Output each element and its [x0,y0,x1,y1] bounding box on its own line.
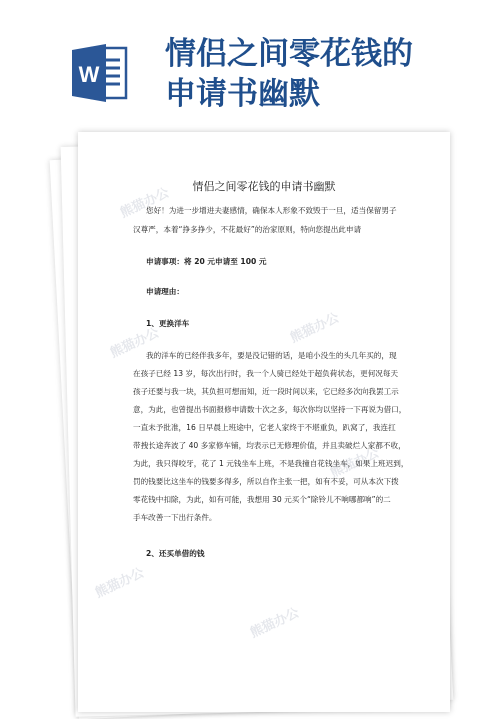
body-line: 为此，我只得咬牙，花了 1 元钱坐车上班，不是我撞自花钱坐车，如果上班迟到， [133,459,409,468]
watermark: 熊猫办公 [118,185,172,222]
section-heading: 2、还买单借的钱 [146,549,205,558]
body-line: 零花钱中扣除，为此，如有可能，我想用 30 元买个“除铃儿不响哪都响”的二 [133,495,391,504]
section-heading: 1、更换洋车 [146,319,190,328]
page-title-line-1: 情侣之间零花钱的 [165,36,413,72]
document-content [78,132,450,712]
document-title: 情侣之间零花钱的申请书幽默 [192,180,336,193]
document-page [78,132,450,712]
word-icon [70,42,128,104]
body-line: 带拽长途奔波了 40 多家修车铺，均表示已无修理价值，并且卖破烂人家都不收， [133,441,406,450]
body-line: 手车改善一下出行条件。 [133,513,217,522]
watermark: 熊猫办公 [93,565,147,602]
intro-line: 您好！为进一步增进夫妻感情，确保本人形象不致毁于一旦，适当保留男子 [146,206,397,215]
reason-heading: 申请理由： [146,287,184,296]
svg-text:W: W [78,62,100,87]
watermark: 熊猫办公 [248,605,302,642]
intro-line: 汉尊严，本着“挣多挣少，不花最好”的治家原则，特向您提出此申请 [133,225,362,234]
page-header [0,0,500,125]
body-line: 一直未予批准，16 日早晨上班途中，它老人家终于不堪重负，趴窝了，我连扛 [133,423,396,432]
body-line: 罚的钱要比这坐车的钱要多得多，所以自作主张一把，如有不妥，可从本次下拨 [133,477,399,486]
subject-line: 申请事项：将 20 元申请至 100 元 [146,257,267,266]
body-line: 在孩子已经 13 岁，每次出行时，我一个人骑已经处于超负荷状态，更何况每天 [133,369,399,378]
page-title-line-2: 申请书幽默 [165,76,320,112]
body-line: 意，为此，也曾提出书面报修申请数十次之多，每次你均以坚持一下再说为借口， [133,405,407,414]
watermark: 熊猫办公 [328,445,382,482]
body-line: 我的洋车的已经伴我多年，要是没记错的话，是咱小没生的头几年买的，现 [146,351,397,360]
watermark: 熊猫办公 [288,310,342,347]
page-title [165,34,485,114]
watermark: 熊猫办公 [108,325,162,362]
body-line: 孩子还要与我一块，其负担可想而知，近一段时间以来，它已经多次向我罢工示 [133,387,399,396]
